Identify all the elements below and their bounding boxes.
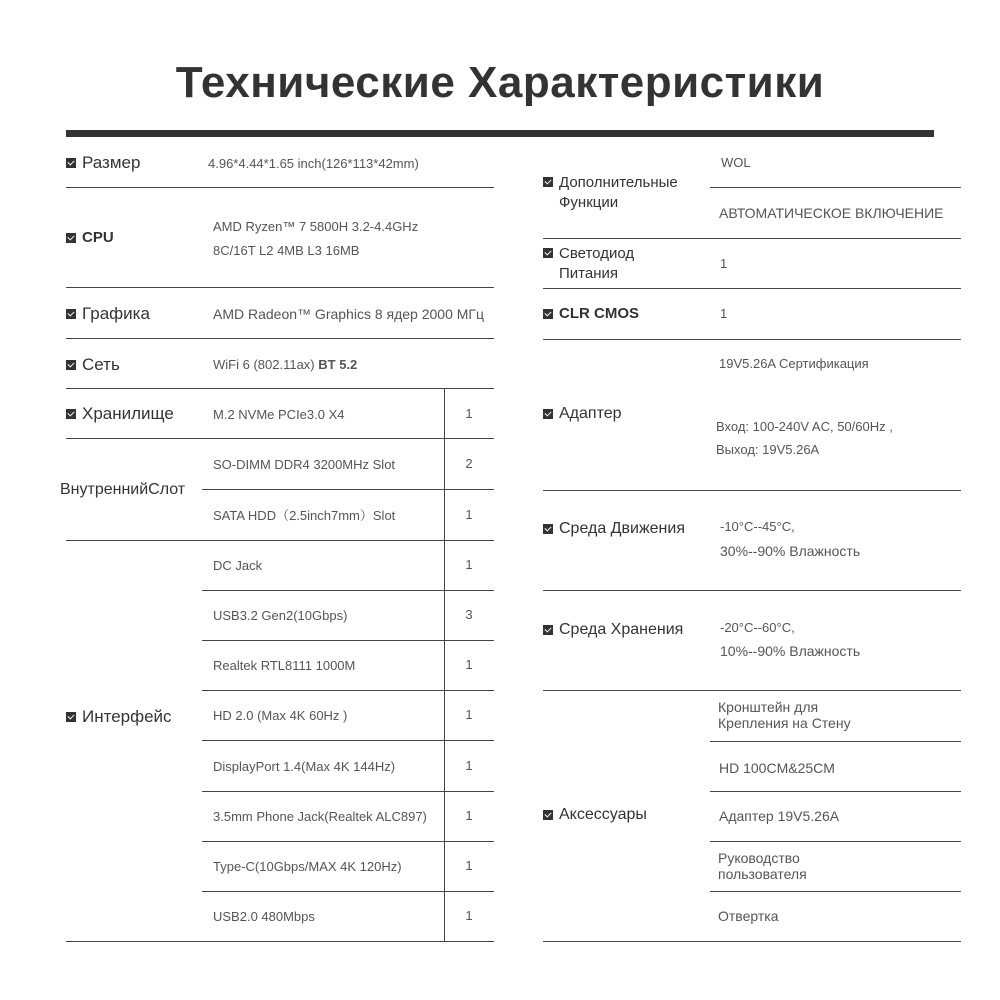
operating-env-label: Среда Движения — [543, 519, 685, 539]
row-divider — [202, 690, 494, 691]
accessory-item: Адаптер 19V5.26A — [719, 808, 840, 824]
row-divider — [66, 388, 494, 389]
row-divider — [66, 438, 494, 439]
interface-row: HD 2.0 (Max 4K 60Hz ) — [213, 708, 348, 723]
row-divider — [543, 339, 961, 340]
power-led-label: Светодиод Питания — [543, 244, 634, 284]
interface-row: Type-C(10Gbps/MAX 4K 120Hz) — [213, 859, 402, 874]
page-title: Технические Характеристики — [175, 58, 825, 107]
interface-qty: 1 — [465, 808, 473, 823]
checkbox-icon — [543, 524, 553, 534]
row-divider — [710, 741, 961, 742]
clr-cmos-label: CLR CMOS — [543, 304, 639, 324]
interface-qty: 1 — [465, 858, 473, 873]
row-divider — [710, 841, 961, 842]
adapter-output: Выход: 19V5.26A — [716, 442, 820, 457]
checkbox-icon — [543, 309, 553, 319]
row-divider — [543, 690, 961, 691]
storage-env-temp: -20°C--60°C, — [720, 620, 795, 635]
interface-qty: 1 — [465, 557, 473, 572]
row-divider — [543, 490, 961, 491]
row-divider — [202, 841, 494, 842]
graphics-label: Графика — [66, 304, 150, 324]
internal-slot-row: SATA HDD（2.5inch7mm）Slot — [213, 508, 396, 523]
internal-slot-qty: 1 — [465, 507, 473, 522]
storage-env-label: Среда Хранения — [543, 620, 683, 640]
interface-row: DisplayPort 1.4(Max 4K 144Hz) — [213, 759, 396, 774]
row-divider — [202, 891, 494, 892]
row-divider — [543, 288, 961, 289]
interface-qty: 1 — [465, 758, 473, 773]
internal-slot-qty: 2 — [465, 456, 473, 471]
row-divider — [543, 941, 961, 942]
extra-functions-label: Дополнительные Функции — [543, 173, 678, 213]
accessory-item: Кронштейн для Крепления на Стену — [718, 699, 851, 731]
row-divider — [710, 891, 961, 892]
row-divider — [202, 489, 494, 490]
checkbox-icon — [66, 158, 76, 168]
cpu-value-line2: 8C/16T L2 4MB L3 16MB — [213, 243, 360, 258]
interface-label: Интерфейс — [66, 707, 172, 727]
title-divider-bar — [66, 130, 934, 137]
checkbox-icon — [543, 625, 553, 635]
storage-label: Хранилище — [66, 404, 174, 424]
checkbox-icon — [66, 409, 76, 419]
extra-functions-value: WOL — [721, 155, 751, 170]
row-divider — [66, 338, 494, 339]
interface-qty: 3 — [465, 607, 473, 622]
row-divider — [202, 791, 494, 792]
network-label: Сеть — [66, 355, 120, 375]
storage-env-humidity: 10%--90% Влажность — [720, 643, 861, 659]
adapter-label: Адаптер — [543, 404, 622, 424]
internal-slot-label: ВнутреннийСлот — [60, 481, 186, 498]
checkbox-icon — [543, 177, 553, 187]
checkbox-icon — [66, 233, 76, 243]
interface-row: Realtek RTL8111 1000M — [213, 658, 356, 673]
accessory-item: HD 100CM&25CM — [719, 760, 835, 776]
interface-row: USB2.0 480Mbps — [213, 909, 315, 924]
row-divider — [66, 287, 494, 288]
checkbox-icon — [543, 810, 553, 820]
clr-cmos-value: 1 — [720, 306, 728, 321]
checkbox-icon — [66, 712, 76, 722]
row-divider — [66, 941, 494, 942]
internal-slot-row: SO-DIMM DDR4 3200MHz Slot — [213, 457, 396, 472]
accessories-label: Аксессуары — [543, 805, 647, 825]
accessory-item: Отвертка — [718, 908, 779, 924]
row-divider — [202, 590, 494, 591]
accessory-item: Руководство пользователя — [718, 850, 807, 882]
row-divider — [710, 187, 961, 188]
checkbox-icon — [66, 309, 76, 319]
storage-value: M.2 NVMe PCIe3.0 X4 — [213, 407, 345, 422]
storage-qty: 1 — [465, 406, 473, 421]
row-divider — [66, 187, 494, 188]
interface-qty: 1 — [465, 707, 473, 722]
adapter-input: Вход: 100-240V AC, 50/60Hz , — [716, 419, 893, 434]
interface-qty: 1 — [465, 908, 473, 923]
row-divider — [543, 238, 961, 239]
row-divider — [202, 740, 494, 741]
cpu-label: CPU — [66, 228, 114, 248]
graphics-value: AMD Radeon™ Graphics 8 ядер 2000 МГц — [213, 306, 485, 322]
interface-row: USB3.2 Gen2(10Gbps) — [213, 608, 348, 623]
checkbox-icon — [543, 248, 553, 258]
adapter-certification: 19V5.26A Сертификация — [719, 356, 869, 371]
interface-qty: 1 — [465, 657, 473, 672]
power-led-value: 1 — [720, 256, 728, 271]
row-divider — [66, 540, 494, 541]
interface-row: 3.5mm Phone Jack(Realtek ALC897) — [213, 809, 427, 824]
size-value: 4.96*4.44*1.65 inch(126*113*42mm) — [208, 156, 419, 171]
row-divider — [202, 640, 494, 641]
extra-functions-value: АВТОМАТИЧЕСКОЕ ВКЛЮЧЕНИЕ — [719, 205, 944, 221]
bluetooth-value: BT 5.2 — [318, 357, 358, 372]
row-divider — [710, 791, 961, 792]
interface-row: DC Jack — [213, 558, 263, 573]
network-value: WiFi 6 (802.11ax) BT 5.2 — [213, 357, 358, 372]
row-divider — [543, 590, 961, 591]
size-label: Размер — [66, 153, 140, 173]
operating-env-temp: -10°C--45°C, — [720, 519, 795, 534]
checkbox-icon — [66, 360, 76, 370]
cpu-value-line1: AMD Ryzen™ 7 5800H 3.2-4.4GHz — [213, 219, 419, 234]
operating-env-humidity: 30%--90% Влажность — [720, 543, 861, 559]
checkbox-icon — [543, 409, 553, 419]
